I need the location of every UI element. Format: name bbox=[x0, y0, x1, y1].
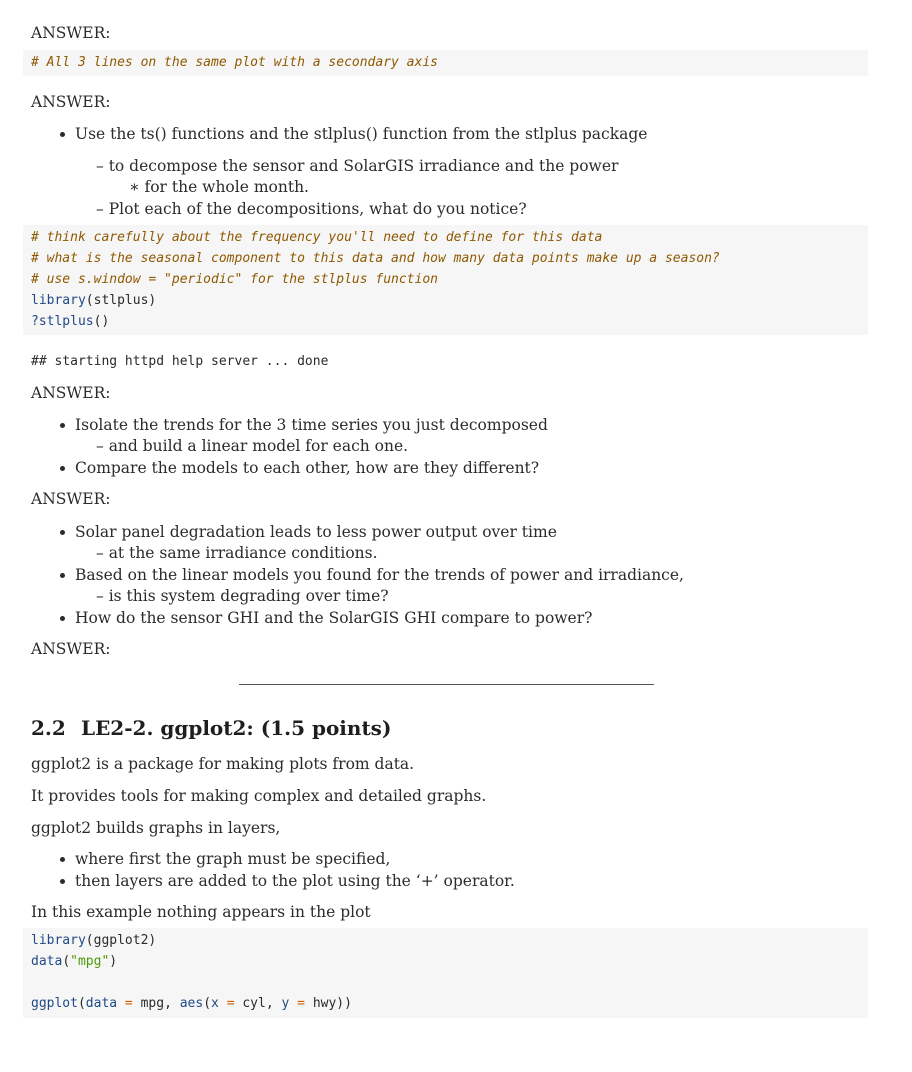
section-heading bbox=[31, 716, 391, 740]
code-comment: # All 3 lines on the same plot with a secondary axis bbox=[31, 55, 438, 70]
section-number: 2.2 bbox=[31, 716, 66, 740]
code-args: (stlplus) bbox=[85, 293, 157, 308]
list-item: Based on the linear models you found for the trends of power and irradiance, bbox=[75, 566, 684, 584]
code-line bbox=[31, 290, 868, 311]
code-function: aes bbox=[179, 996, 204, 1011]
bullet-marker bbox=[60, 423, 65, 428]
code-blank-line bbox=[31, 972, 868, 993]
section-title: LE2-2. ggplot2: (1.5 points) bbox=[81, 716, 392, 740]
sub-list-item-text: is this system degrading over time? bbox=[108, 587, 389, 605]
code-block-ggplot bbox=[23, 928, 868, 1018]
list-item: Compare the models to each other, how are they different? bbox=[75, 459, 540, 477]
code-function: ggplot bbox=[31, 996, 78, 1011]
answer-label: ANSWER: bbox=[31, 93, 111, 111]
code-function: ?stlplus bbox=[31, 314, 94, 329]
code-arg: mpg, bbox=[140, 996, 180, 1011]
code-param: y bbox=[281, 996, 290, 1011]
bullet-marker bbox=[60, 530, 65, 535]
code-paren: ( bbox=[62, 954, 71, 969]
list-item: Use the ts() functions and the stlplus() function from the stlplus package bbox=[75, 125, 648, 143]
answer-label: ANSWER: bbox=[31, 640, 111, 658]
sub-list-item-text: and build a linear model for each one. bbox=[108, 437, 409, 455]
sub-list-item-text: at the same irradiance conditions. bbox=[108, 544, 378, 562]
code-output: ## starting httpd help server ... done bbox=[31, 354, 329, 369]
sub-list-item: – is this system degrading over time? bbox=[96, 587, 389, 605]
code-paren: ( bbox=[203, 996, 212, 1011]
code-paren: ( bbox=[77, 996, 86, 1011]
paragraph: It provides tools for making complex and detailed graphs. bbox=[31, 787, 487, 805]
sub-list-item: – Plot each of the decompositions, what do you notice? bbox=[96, 200, 527, 218]
code-string: "mpg" bbox=[70, 954, 110, 969]
bullet-marker bbox=[60, 616, 65, 621]
answer-label: ANSWER: bbox=[31, 384, 111, 402]
code-operator: = bbox=[218, 996, 243, 1011]
list-item: Isolate the trends for the 3 time series you just decomposed bbox=[75, 416, 548, 434]
list-item: then layers are added to the plot using the ‘+’ operator. bbox=[75, 872, 515, 890]
sub-list-item: – to decompose the sensor and SolarGIS irradiance and the power bbox=[96, 157, 619, 175]
code-line bbox=[31, 993, 868, 1014]
code-arg: hwy)) bbox=[312, 996, 352, 1011]
bullet-marker bbox=[60, 573, 65, 578]
code-block-stlplus bbox=[23, 225, 868, 335]
code-arg: cyl, bbox=[242, 996, 282, 1011]
code-paren: ) bbox=[109, 954, 118, 969]
bullet-marker bbox=[60, 857, 65, 862]
code-comment: # what is the seasonal component to this data and how many data points make up a season? bbox=[31, 251, 720, 266]
sub-list-item-text: Plot each of the decompositions, what do you notice? bbox=[108, 200, 527, 218]
code-function: library bbox=[31, 933, 86, 948]
sub-list-item-text: to decompose the sensor and SolarGIS irradiance and the power bbox=[108, 157, 619, 175]
code-function: library bbox=[31, 293, 86, 308]
code-function: data bbox=[31, 954, 63, 969]
paragraph: ggplot2 builds graphs in layers, bbox=[31, 819, 281, 837]
answer-label: ANSWER: bbox=[31, 24, 111, 42]
code-block-plot bbox=[23, 50, 868, 76]
code-args: (ggplot2) bbox=[85, 933, 157, 948]
paragraph: In this example nothing appears in the plot bbox=[31, 903, 371, 921]
answer-label: ANSWER: bbox=[31, 490, 111, 508]
code-operator: = bbox=[117, 996, 141, 1011]
code-comment: # use s.window = "periodic" for the stlplus function bbox=[31, 272, 438, 287]
sub-sub-list-item: ∗ for the whole month. bbox=[129, 178, 309, 196]
code-line bbox=[31, 311, 868, 332]
bullet-marker bbox=[60, 879, 65, 884]
horizontal-rule bbox=[239, 684, 654, 685]
code-comment: # think carefully about the frequency you'll need to define for this data bbox=[31, 230, 603, 245]
sub-list-item: – and build a linear model for each one. bbox=[96, 437, 409, 455]
list-item: Solar panel degradation leads to less power output over time bbox=[75, 523, 557, 541]
code-line bbox=[31, 951, 868, 972]
bullet-marker bbox=[60, 466, 65, 471]
code-operator: = bbox=[289, 996, 313, 1011]
paragraph: ggplot2 is a package for making plots from data. bbox=[31, 755, 415, 773]
bullet-marker bbox=[60, 132, 65, 137]
sub-sub-list-item-text: for the whole month. bbox=[144, 178, 309, 196]
code-args: () bbox=[93, 314, 110, 329]
code-param: data bbox=[85, 996, 118, 1011]
code-line bbox=[31, 930, 868, 951]
list-item: How do the sensor GHI and the SolarGIS GHI compare to power? bbox=[75, 609, 593, 627]
code-param: x bbox=[211, 996, 219, 1011]
list-item: where first the graph must be specified, bbox=[75, 850, 391, 868]
sub-list-item: – at the same irradiance conditions. bbox=[96, 544, 378, 562]
